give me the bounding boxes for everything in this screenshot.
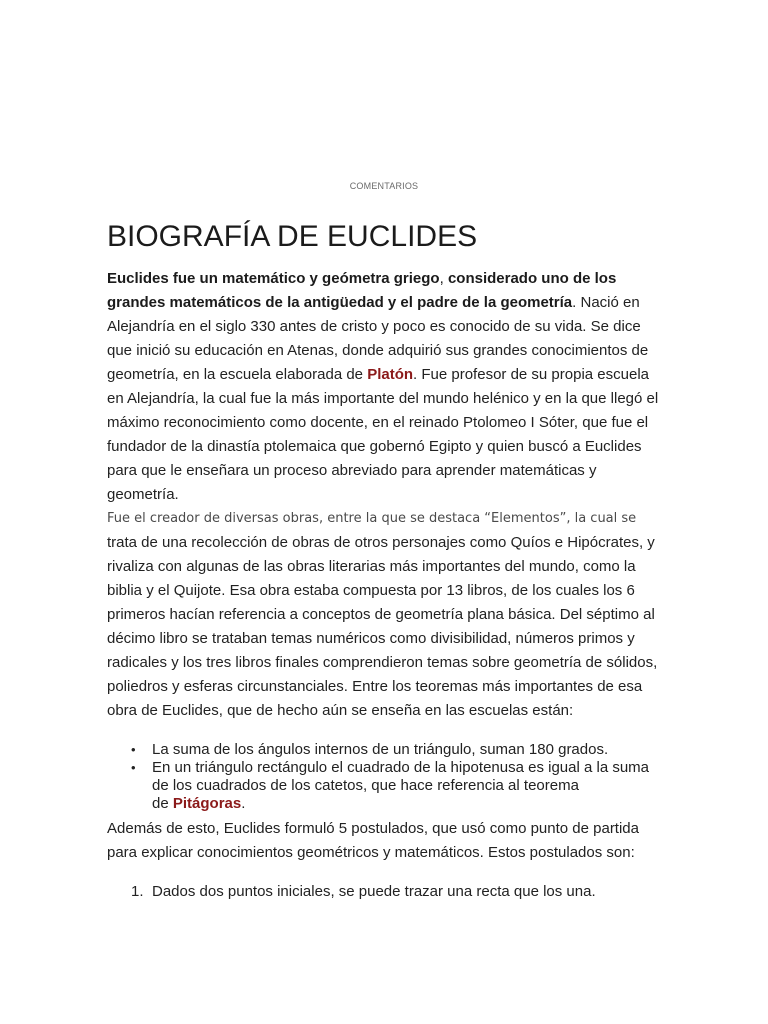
text-line: décimo libro se trataban temas numéricos como divisibilidad, números primos y [107,630,635,647]
category-label[interactable]: COMENTARIOS [349,181,419,191]
paragraph-works [107,507,667,723]
text-fragment: de [152,795,173,812]
bold-text: grandes matemáticos de la antigüedad y el padre de la geometría [107,294,573,311]
text-line: Fue el creador de diversas obras, entre la que se destaca “Elementos”, la cual se [107,511,637,526]
paragraph-intro [107,267,667,507]
list-item-text [152,795,667,813]
text-line [107,291,667,315]
pitagoras-link[interactable]: Pitágoras [172,795,242,812]
text-line: poliedros y esferas circunstanciales. Entre los teoremas más importantes de esa [107,678,643,695]
text-line: rivaliza con algunas de las obras literarias más importantes del mundo, como la [107,558,636,575]
text-line: geometría. [107,486,179,503]
text-line: en Alejandría, la cual fue la más importante del mundo helénico y en la que llegó el [107,390,659,407]
text-line: biblia y el Quijote. Esa obra estaba compuesta por 13 libros, de los cuales los 6 [107,582,635,599]
bold-text: Euclides fue un matemático y geómetra griego [107,270,440,287]
list-number: 1. [131,883,144,900]
list-item [107,741,667,759]
text-line: para explicar conocimientos geométricos y matemáticos. Estos postulados son: [107,844,635,861]
bullet-icon: • [131,742,136,757]
text-fragment: . [241,795,246,812]
text-line: para que le enseñara un proceso abreviado para aprender matemáticas y [107,462,597,479]
list-item-text: La suma de los ángulos internos de un triángulo, suman 180 grados. [152,741,609,758]
platon-link[interactable]: Platón [367,366,414,383]
list-item-text: En un triángulo rectángulo el cuadrado de la hipotenusa es igual a la suma [152,759,650,776]
list-item-text: Dados dos puntos iniciales, se puede trazar una recta que los una. [152,883,596,900]
text-line [107,267,667,291]
article-body [107,267,667,901]
text-fragment: . Fue profesor de su propia escuela [413,366,650,383]
text-line: Además de esto, Euclides formuló 5 postulados, que usó como punto de partida [107,820,639,837]
text-line: que inició su educación en Atenas, donde adquirió sus grandes conocimientos de [107,342,649,359]
text-line: trata de una recolección de obras de otros personajes como Quíos e Hipócrates, y [107,534,655,551]
text-fragment: geometría, en la escuela elaborada de [107,366,368,383]
bullet-icon: • [131,760,136,775]
text-line: obra de Euclides, que de hecho aún se enseña en las escuelas están: [107,702,574,719]
list-item [107,759,667,813]
text-line: radicales y los tres libros finales comprendieron temas sobre geometría de sólidos, [107,654,658,671]
text-line [107,363,667,387]
text-line: Alejandría en el siglo 330 antes de cristo y poco es conocido de su vida. Se dice [107,318,641,335]
theorem-list [107,741,667,813]
text-line: fundador de la dinastía ptolemaica que gobernó Egipto y quien buscó a Euclides [107,438,642,455]
article-title: BIOGRAFÍA DE EUCLIDES [107,220,478,253]
bold-text: considerado uno de los [447,270,617,287]
text-fragment: . Nació en [572,294,640,311]
paragraph-postulates [107,817,667,865]
text-fragment: , [439,270,448,287]
postulate-list [107,883,667,901]
list-item-text: de los cuadrados de los catetos, que hace referencia al teorema [152,777,579,794]
text-line: máximo reconocimiento como docente, en el reinado Ptolomeo I Sóter, que fue el [107,414,649,431]
text-line: primeros hacían referencia a conceptos de geometría plana básica. Del séptimo al [107,606,655,623]
